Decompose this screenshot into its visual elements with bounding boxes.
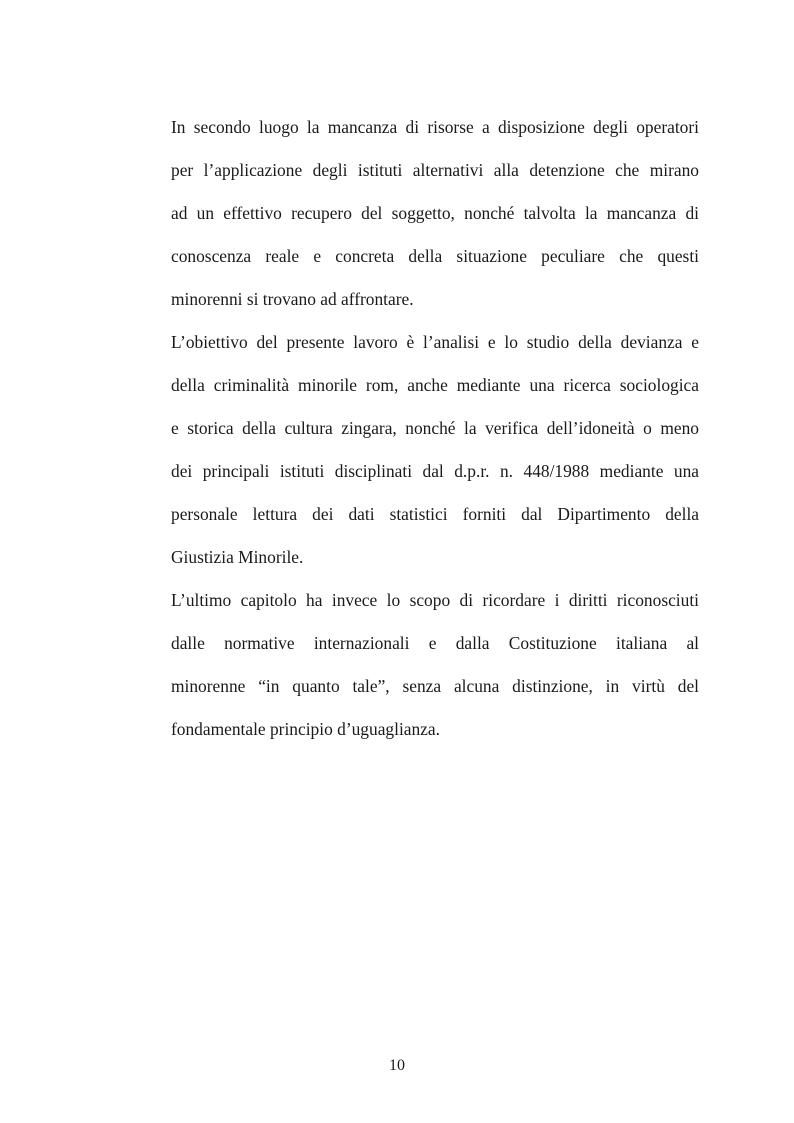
page-number: 10: [389, 1057, 405, 1074]
text-line: Giustizia Minorile.: [171, 547, 304, 567]
text-line: per l’applicazione degli istituti alternativi alla detenzione che mirano: [171, 160, 699, 180]
paragraph-1: [171, 110, 699, 325]
text-line: dei principali istituti disciplinati dal d.p.r. n. 448/1988 mediante una: [171, 461, 699, 481]
body-text: [171, 110, 699, 755]
text-line: fondamentale principio d’uguaglianza.: [171, 719, 440, 739]
text-line: della criminalità minorile rom, anche mediante una ricerca sociologica: [171, 375, 699, 395]
text-line: minorenne “in quanto tale”, senza alcuna distinzione, in virtù del: [171, 676, 699, 696]
paragraph-3: [171, 583, 699, 755]
text-line: L’ultimo capitolo ha invece lo scopo di ricordare i diritti riconosciuti: [171, 590, 699, 610]
text-line: personale lettura dei dati statistici forniti dal Dipartimento della: [171, 504, 699, 524]
text-line: conoscenza reale e concreta della situazione peculiare che questi: [171, 246, 699, 266]
paragraph-2: [171, 325, 699, 583]
text-line: minorenni si trovano ad affrontare.: [171, 289, 414, 309]
text-line: e storica della cultura zingara, nonché la verifica dell’idoneità o meno: [171, 418, 699, 438]
text-line: L’obiettivo del presente lavoro è l’analisi e lo studio della devianza e: [171, 332, 699, 352]
text-line: In secondo luogo la mancanza di risorse a disposizione degli operatori: [171, 117, 699, 137]
text-line: ad un effettivo recupero del soggetto, nonché talvolta la mancanza di: [171, 203, 699, 223]
text-line: dalle normative internazionali e dalla Costituzione italiana al: [171, 633, 699, 653]
